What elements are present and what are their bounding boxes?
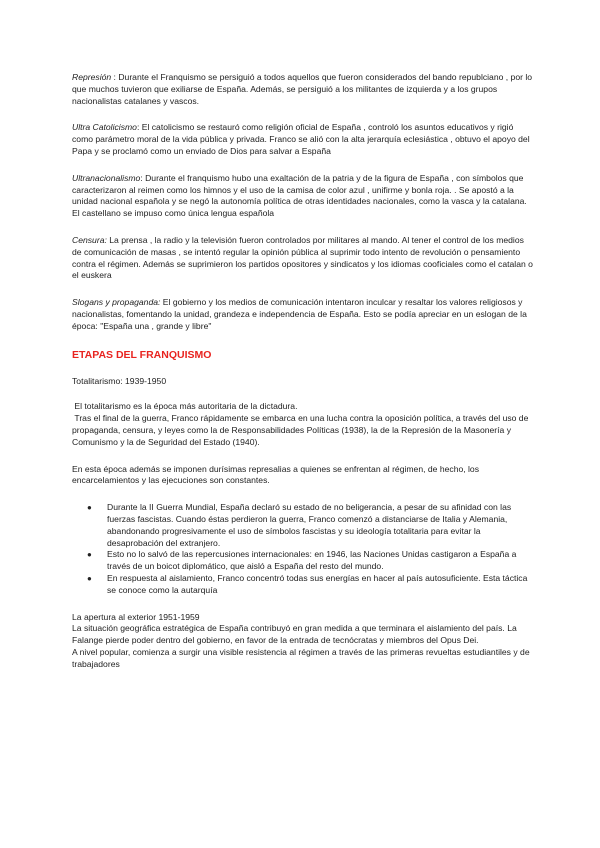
bullet-list	[72, 502, 534, 596]
apertura-line-1: La situación geográfica estratégica de España contribuyó en gran medida a que terminara el aislamiento del país. La Falange pierde poder dentro del gobierno, en favor de la entrada de tecnócratas y miembros del Opus Dei.	[72, 623, 517, 646]
subsection-heading-apertura: La apertura al exterior 1951-1959	[72, 611, 200, 622]
definition-slogans	[72, 297, 534, 332]
definition-censura	[72, 235, 534, 282]
bullet-icon: ●	[87, 503, 92, 513]
definition-term: Slogans y propaganda:	[72, 297, 161, 308]
list-item-text: En respuesta al aislamiento, Franco concentró todas sus energías en hacer al país autosuficiente. Esta táctica se conoce como la autarquía	[107, 572, 528, 595]
apertura-line-2: A nivel popular, comienza a surgir una visible resistencia al régimen a través de las primeras revueltas estudiantiles y de trabajadores	[72, 646, 530, 669]
definition-text: El gobierno y los medios de comunicación intentaron inculcar y resaltar los valores religiosos y nacionalistas, fomentando la unidad, grandeza e independencia de España. Esto se podía apreciar en un eslogan de la época: "España una , grande y libre"	[72, 297, 527, 331]
definition-ultranacionalismo	[72, 173, 534, 220]
document-body	[72, 72, 534, 670]
section-title: ETAPAS DEL FRANQUISMO	[72, 348, 212, 361]
list-item-text: Durante la II Guerra Mundial, España declaró su estado de no beligerancia, a pesar de su afinidad con las fuerzas fascistas. Cuando éstas perdieron la guerra, Franco comenzó a distanciarse de Italia y Alemania, abandonando progresivamente el uso de símbolos fascistas y su ideología totalitaria para evitar la desaprobación del extranjero.	[107, 502, 512, 548]
definition-text: : Durante el Franquismo se persiguió a todos aquellos que fueron considerados del bando republciano , por lo que muchos tuvieron que exiliarse de España. Además, se persiguió a los militantes de izquierda y a los grupos nacionalistas catalanes y vascos.	[72, 72, 533, 106]
list-item	[87, 502, 534, 549]
definition-text: La prensa , la radio y la televisión fueron controlados por militares al mando. Al tener el control de los medios de comunicación de masas , se intentó regular la opinión pública al suprimir todo intento de revolución o pensamiento contra el régimen. Además se suprimieron los partidos opositores y sindicatos y los idiomas cooficiales como el catalan o el euskera	[72, 234, 533, 281]
list-item	[87, 572, 534, 597]
definition-represion	[72, 72, 534, 107]
totalitarismo-line-1: El totalitarismo es la época más autoritaria de la dictadura.	[72, 401, 298, 412]
subsection-heading-totalitarismo: Totalitarismo: 1939-1950	[72, 375, 167, 386]
bullet-icon: ●	[87, 573, 92, 583]
definition-text: : Durante el franquismo hubo una exaltación de la patria y de la figura de España , con símbolos que caracterizaron al reimen como los himnos y el uso de la camisa de color azul , unifirme y bonla roja. . Se apostó a la unidad nacional española y se negó la autonomía política de otras identidades nacionales, como la vasca y la catalana. El castellano se impuso como única lengua española	[72, 172, 527, 219]
totalitarismo-line-2: Tras el final de la guerra, Franco rápidamente se embarca en una lucha contra la oposición política, a través del uso de propaganda, censura, y leyes como la de Responsabilidades Políticas (1938), la de la Represión de la Masonería y Comunismo y la de Seguridad del Estado (1940).	[72, 413, 531, 447]
list-item	[87, 549, 534, 573]
definition-term: Ultranacionalismo	[72, 172, 141, 183]
definition-term: Ultra Catolicismo	[72, 122, 137, 133]
definition-text: : El catolicismo se restauró como religión oficial de España , controló los asuntos educativos y rigió como parámetro moral de la vida pública y privada. Franco se alió con la alta jerarquía eclesiástica , obtuvo el apoyo del Papa y se proclamó como un enviado de Dios para salvar a España	[72, 122, 530, 156]
definition-ultra-catolicismo	[72, 122, 534, 157]
definition-term: Censura:	[72, 234, 107, 245]
list-item-text: Esto no lo salvó de las repercusiones internacionales: en 1946, las Naciones Unidas castigaron a España a través de un boicot diplomático, que aisló a España del resto del mundo.	[107, 549, 517, 572]
definition-term: Represión	[72, 72, 112, 82]
bullet-icon: ●	[87, 550, 92, 560]
repression-paragraph: En esta época además se imponen durísimas represalias a quienes se enfrentan al régimen, de hecho, los encarcelamientos y las ejecuciones son constantes.	[72, 463, 480, 486]
